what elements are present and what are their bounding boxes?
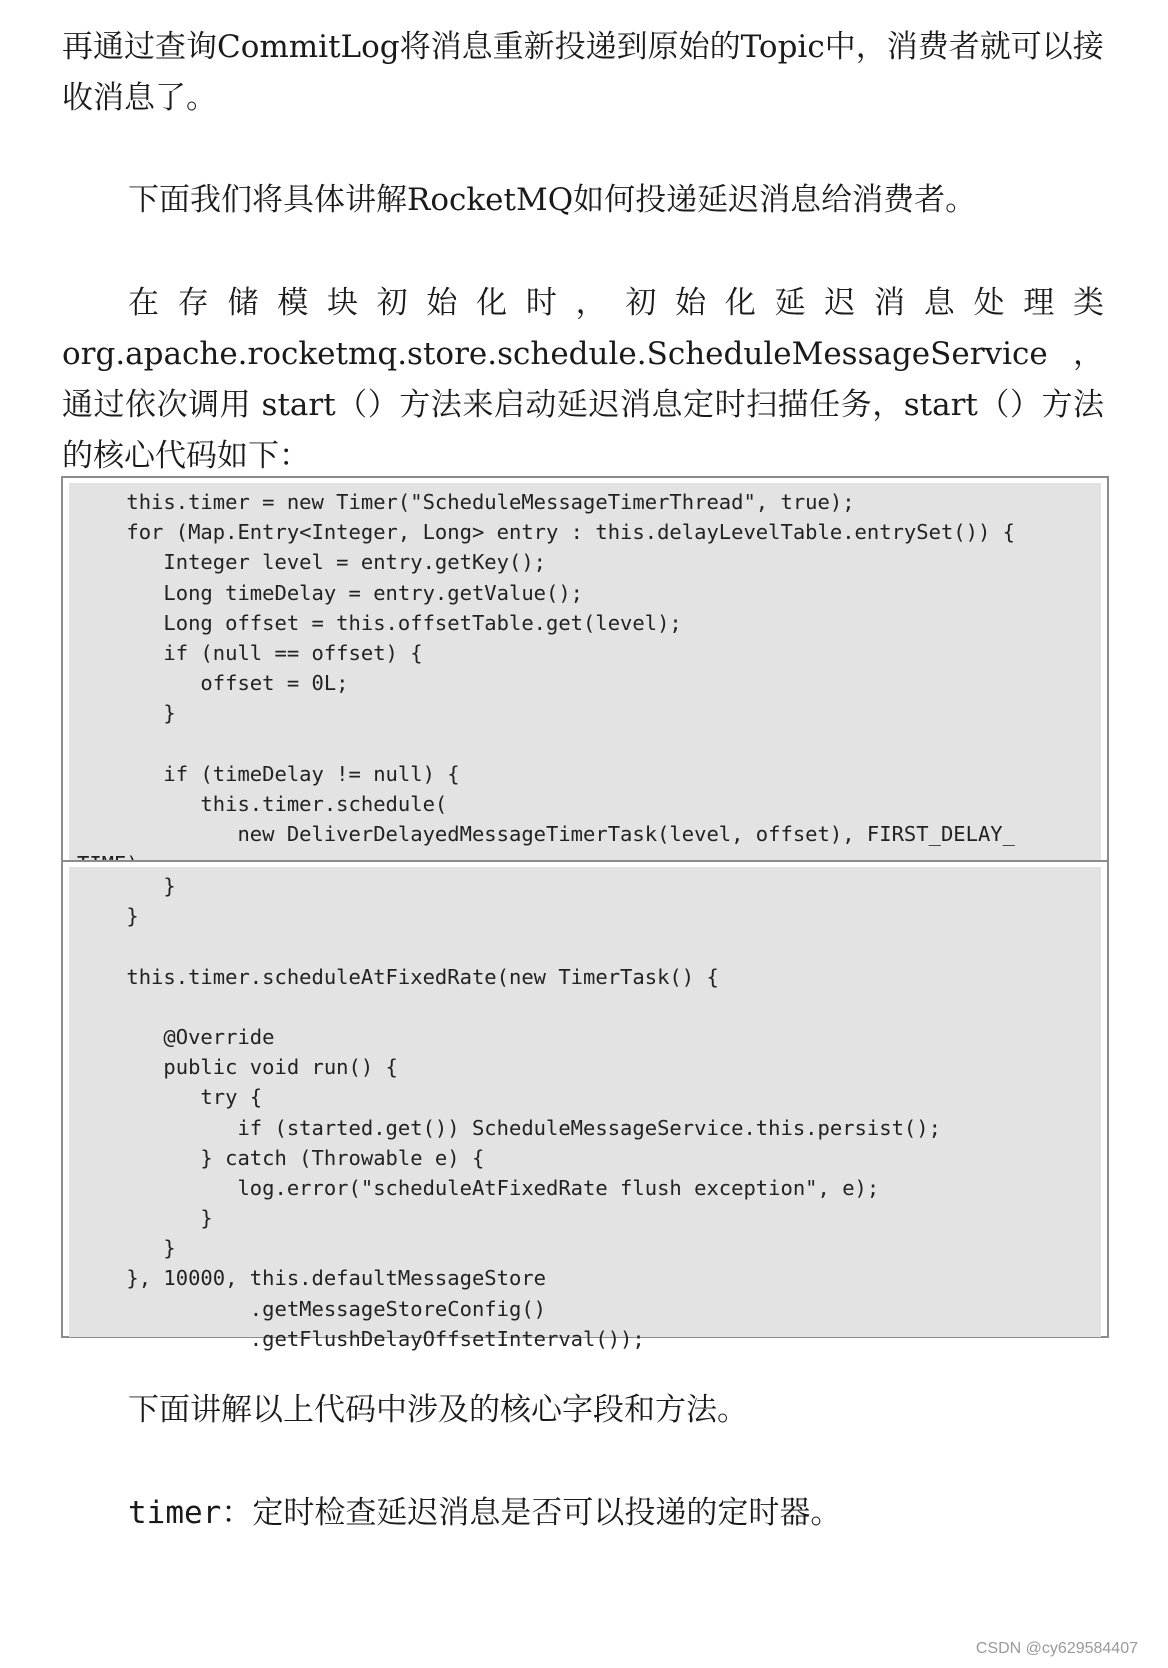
- code-line: new DeliverDelayedMessageTimerTask(level, offset), FIRST_DELAY_: [77, 822, 1015, 847]
- code-line: this.timer = new Timer("ScheduleMessageTimerThread", true);: [77, 490, 855, 514]
- code-line: .getMessageStoreConfig(): [77, 1296, 546, 1321]
- code-line: }: [77, 1206, 213, 1231]
- paragraph-overview: 下面我们将具体讲解RocketMQ如何投递延迟消息给消费者。: [128, 182, 977, 218]
- code-line: } catch (Throwable e) {: [77, 1145, 485, 1170]
- code-line: if (started.get()) ScheduleMessageService.this.persist();: [77, 1115, 941, 1140]
- term-timer-description: ：定时检查延迟消息是否可以投递的定时器。: [221, 1495, 842, 1531]
- code-block-fixed-rate-content: [69, 867, 1101, 1351]
- code-line: [77, 729, 1095, 759]
- code-line: Long offset = this.offsetTable.get(level);: [77, 610, 682, 635]
- code-line: .getFlushDelayOffsetInterval());: [77, 1326, 645, 1351]
- paragraph-init-description: 在存储模块初始化时，初始化延迟消息处理类org.apache.rocketmq.store.schedule.ScheduleMessageService，通过依次调用 start（）方法来启动延迟消息定时扫描任务，start（）方法的核心代码如下：: [62, 285, 1104, 474]
- code-line: }: [77, 701, 176, 726]
- code-block-schedule-init: [61, 476, 1109, 862]
- code-line: offset = 0L;: [77, 671, 349, 696]
- paragraph-timer-definition: [62, 1488, 1104, 1539]
- code-line: }: [77, 874, 176, 898]
- code-line: [77, 931, 1095, 961]
- code-line: for (Map.Entry<Integer, Long> entry : this.delayLevelTable.entrySet()) {: [77, 520, 1015, 545]
- code-line: }, 10000, this.defaultMessageStore: [77, 1266, 546, 1291]
- term-timer: timer: [128, 1495, 222, 1531]
- code-line: this.timer.schedule(: [77, 791, 448, 816]
- code-line: }: [77, 904, 139, 929]
- watermark: CSDN @cy629584407: [975, 1640, 1138, 1657]
- code-line: @Override: [77, 1024, 275, 1049]
- code-line: Long timeDelay = entry.getValue();: [77, 580, 584, 605]
- code-line: log.error("scheduleAtFixedRate flush exception", e);: [77, 1175, 880, 1200]
- code-line: [77, 992, 1095, 1022]
- code-line: }: [77, 1236, 176, 1261]
- code-line: Integer level = entry.getKey();: [77, 550, 546, 575]
- code-line: this.timer.scheduleAtFixedRate(new TimerTask() {: [77, 964, 719, 989]
- code-block-schedule-init-content: [69, 483, 1101, 861]
- code-line: public void run() {: [77, 1055, 398, 1080]
- code-line: if (timeDelay != null) {: [77, 761, 460, 786]
- paragraph-fields-intro: 下面讲解以上代码中涉及的核心字段和方法。: [128, 1392, 748, 1428]
- code-block-fixed-rate: [61, 860, 1109, 1351]
- code-line: if (null == offset) {: [77, 640, 423, 665]
- code-line: try {: [77, 1085, 263, 1110]
- paragraph-intro: 再通过查询CommitLog将消息重新投递到原始的Topic中，消费者就可以接收消息了。: [62, 29, 1104, 116]
